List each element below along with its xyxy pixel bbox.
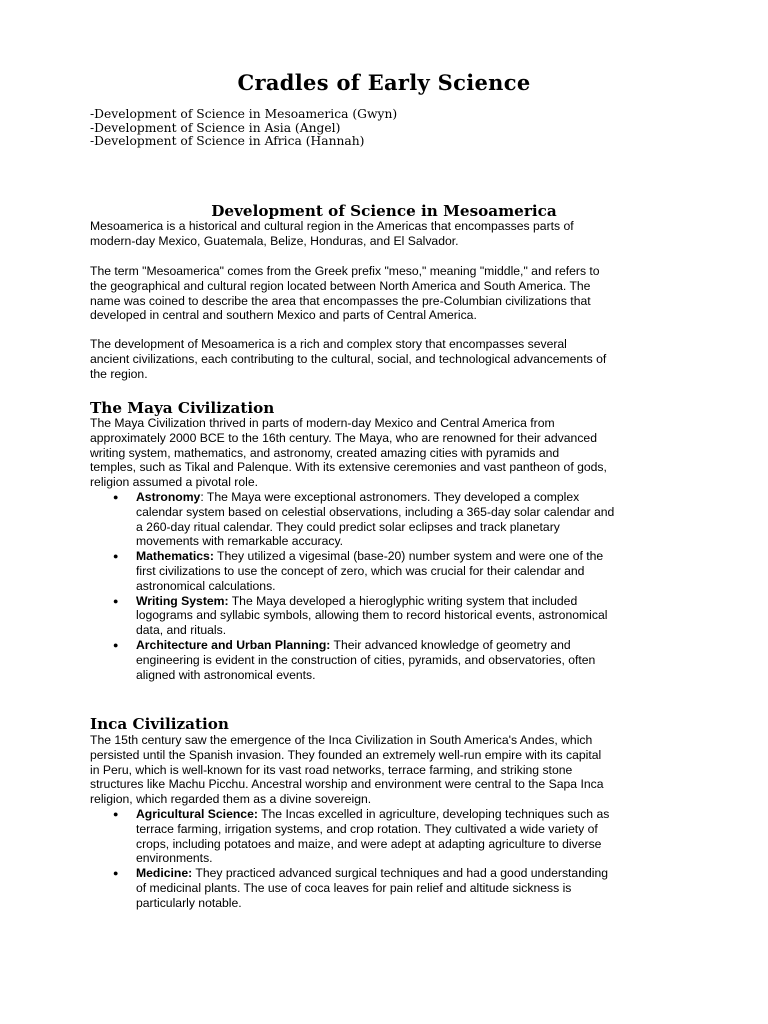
text-line: astronomical calculations.	[136, 578, 276, 593]
bullet-label: Astronomy	[136, 490, 201, 504]
text-line: The Maya Civilization thrived in parts of modern-day Mexico and Central America from	[90, 416, 555, 430]
bullet-icon: ●	[113, 639, 119, 650]
text-line: religion assumed a pivotal role.	[90, 475, 259, 490]
text-line: the region.	[90, 366, 148, 381]
text-line: modern-day Mexico, Guatemala, Belize, Honduras, and El Salvador.	[90, 233, 459, 248]
maya-intro-paragraph	[90, 416, 690, 490]
text-line: developed in central and southern Mexico and parts of Central America.	[90, 308, 477, 323]
bullet-icon: ●	[113, 809, 119, 819]
list-item	[90, 594, 690, 638]
text-line: approximately 2000 BCE to the 16th century. The Maya, who are renowned for their advanced	[90, 430, 597, 445]
list-item	[90, 866, 690, 910]
maya-heading: The Maya Civilization	[90, 399, 275, 417]
bullet-label: Medicine:	[136, 866, 193, 881]
bullet-icon: ●	[113, 551, 119, 562]
text-line: movements with remarkable accuracy.	[136, 534, 344, 549]
section-heading: Development of Science in Mesoamerica	[211, 202, 557, 220]
list-item	[90, 807, 690, 866]
contents-list	[90, 108, 397, 149]
text-line: religion, which regarded them as a divine sovereign.	[90, 792, 372, 807]
text-line: engineering is evident in the construction of cities, pyramids, and observatories, often	[136, 652, 596, 667]
document-title: Cradles of Early Science	[237, 70, 531, 95]
text-line: crops, including potatoes and maize, and were adept at adapting agriculture to diverse	[136, 836, 602, 851]
list-item	[90, 638, 690, 682]
bullet-label: Writing System:	[136, 593, 229, 608]
text-line: first civilizations to use the concept of zero, which was crucial for their calendar and	[136, 563, 585, 578]
contents-item: -Development of Science in Mesoamerica (Gwyn)	[90, 107, 398, 121]
text-line: The development of Mesoamerica is a rich and complex story that encompasses several	[90, 337, 567, 351]
text-line: particularly notable.	[136, 895, 242, 910]
text-line: Mesoamerica is a historical and cultural region in the Americas that encompasses parts of	[90, 219, 574, 233]
list-item	[90, 490, 690, 549]
bullet-text: The Incas excelled in agriculture, developing techniques such as	[257, 807, 610, 821]
text-line: in Peru, which is well-known for its vast road networks, terrace farming, and striking stone	[90, 762, 573, 777]
intro-paragraph	[90, 219, 690, 249]
maya-bullet-list	[90, 490, 690, 682]
text-line: logograms and syllabic symbols, allowing them to record historical events, astronomical	[136, 608, 608, 623]
text-line: structures like Machu Picchu. Ancestral worship and environment were central to the Sapa Inca	[90, 777, 604, 792]
text-line: calendar system based on celestial observations, including a 365-day solar calendar and	[136, 504, 615, 519]
text-line: a 260-day ritual calendar. They could predict solar eclipses and track planetary	[136, 519, 560, 534]
text-line: data, and rituals.	[136, 623, 227, 638]
bullet-label: Architecture and Urban Planning:	[136, 637, 331, 652]
list-item	[90, 549, 690, 593]
bullet-icon: ●	[113, 492, 119, 502]
bullet-text: Their advanced knowledge of geometry and	[330, 637, 571, 652]
inca-heading: Inca Civilization	[90, 715, 229, 733]
text-line: The term "Mesoamerica" comes from the Greek prefix "meso," meaning "middle," and refers to	[90, 264, 600, 278]
inca-bullet-list	[90, 807, 690, 911]
text-line: the geographical and cultural region located between North America and South America. The	[90, 278, 591, 293]
text-line: terrace farming, irrigation systems, and crop rotation. They cultivated a wide variety of	[136, 821, 598, 836]
bullet-text: : The Maya were exceptional astronomers. They developed a complex	[200, 490, 580, 504]
bullet-text: They practiced advanced surgical techniques and had a good understanding	[192, 866, 609, 881]
bullet-text: The Maya developed a hieroglyphic writing system that included	[228, 593, 578, 608]
development-paragraph	[90, 337, 690, 381]
text-line: of medicinal plants. The use of coca leaves for pain relief and altitude sickness is	[136, 880, 572, 895]
text-line: ancient civilizations, each contributing to the cultural, social, and technological advancements of	[90, 351, 607, 366]
text-line: writing system, mathematics, and astronomy, created amazing cities with pyramids and	[90, 445, 560, 460]
text-line: persisted until the Spanish invasion. They founded an extremely well-run empire with its capital	[90, 747, 602, 762]
bullet-label: Agricultural Science:	[136, 807, 258, 821]
text-line: aligned with astronomical events.	[136, 667, 316, 682]
contents-item: -Development of Science in Asia (Angel)	[90, 120, 341, 135]
bullet-icon: ●	[113, 868, 119, 879]
text-line: temples, such as Tikal and Palenque. With its extensive ceremonies and vast pantheon of gods,	[90, 460, 607, 475]
bullet-icon: ●	[113, 595, 119, 606]
bullet-text: They utilized a vigesimal (base-20) number system and were one of the	[213, 549, 604, 564]
inca-intro-paragraph	[90, 733, 690, 807]
term-paragraph	[90, 264, 690, 323]
text-line: environments.	[136, 851, 213, 866]
contents-item: -Development of Science in Africa (Hannah)	[90, 134, 365, 148]
text-line: name was coined to describe the area that encompasses the pre-Columbian civilizations that	[90, 293, 591, 308]
text-line: The 15th century saw the emergence of the Inca Civilization in South America's Andes, which	[90, 733, 593, 747]
bullet-label: Mathematics:	[136, 549, 214, 564]
